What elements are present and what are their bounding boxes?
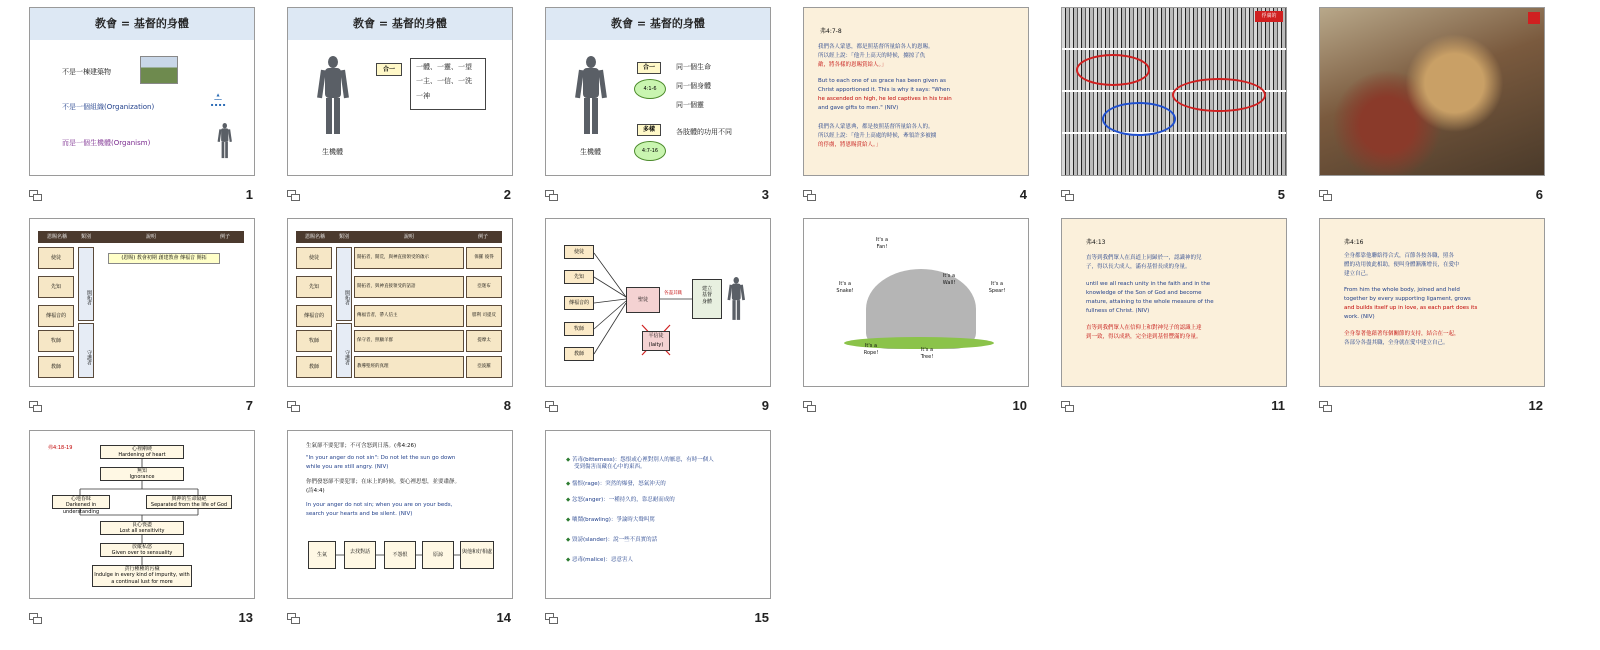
scripture-line: until we all reach unity in the faith and in the	[1086, 281, 1211, 287]
table-header: 類別	[76, 231, 96, 243]
slide-7-canvas	[29, 218, 255, 387]
strip-divider	[1062, 132, 1286, 134]
flow-step: 與神的生命隔絕 Separated from the life of God	[146, 495, 232, 509]
bullet-item: ◆ 嚷鬧(brawling)：爭論時大聲叫罵	[566, 515, 655, 523]
slide-number: 2	[503, 187, 511, 202]
table-header: 說明	[96, 231, 206, 243]
gift-box: 教師	[564, 347, 594, 361]
slide-number: 15	[754, 610, 769, 625]
slide-4-canvas	[803, 7, 1029, 176]
bullet-item: ◆ 苦毒(bitterness)：怨恨或心裡對別人的厭惡，有時一個人	[566, 455, 714, 463]
slide-5-canvas	[1061, 7, 1287, 176]
scripture-line: 你們發怒卻不要犯罪；在床上的時候，要心裡思想，並要肅靜。	[306, 479, 461, 485]
table-row: 先知	[38, 276, 74, 298]
speech-bubble: It's a Tree!	[920, 347, 934, 360]
table-row: 教師	[296, 356, 332, 378]
ref-bubble: 4:7-16	[634, 141, 666, 161]
speech-bubble: It's a Spear!	[988, 281, 1006, 294]
table-row: 傳福音的	[296, 305, 332, 327]
table-header: 恩賜名稱	[296, 231, 334, 243]
scripture-ref: 弗4:13	[1086, 239, 1106, 246]
scripture-ref: 弗4:7-8	[820, 28, 842, 35]
scripture-line: 的俘虜，將恩賜賞給人。」	[818, 142, 882, 148]
slide-number: 1	[245, 187, 253, 202]
human-body-icon	[218, 123, 232, 158]
slide-transition-icon	[287, 190, 299, 200]
speech-bubble: It's a Fan!	[875, 237, 889, 250]
slide-11-canvas	[1061, 218, 1287, 387]
scripture-line: fullness of Christ. (NIV)	[1086, 308, 1150, 314]
table-row: 牧師	[296, 330, 332, 352]
table-header: 說明	[354, 231, 464, 243]
example-cell: 腓利 司提反	[466, 305, 502, 327]
slide-transition-icon	[1061, 190, 1073, 200]
slide-15-canvas	[545, 430, 771, 599]
slide-thumbnail-10[interactable]	[803, 218, 1029, 413]
slide-thumbnail-13[interactable]	[29, 430, 255, 625]
scripture-line: knowledge of the Son of God and become	[1086, 290, 1202, 296]
saints-box: 聖徒	[626, 287, 660, 313]
step-box: 不怨恨	[384, 541, 416, 569]
category-cell: 守護者	[78, 323, 94, 378]
table-row: 使徒	[38, 247, 74, 269]
bullet-item: ◆ 惡毒(malice)：惡意害人	[566, 555, 633, 563]
step-box: 與他和好相處	[460, 541, 494, 569]
desc-cell: 保守者，照顧羊群	[354, 330, 464, 352]
scripture-line: 全身都靠他聯絡得合式，百節各按各職，照各	[1344, 253, 1455, 259]
step-box: 原諒	[422, 541, 454, 569]
speech-bubble: It's a Wall!	[942, 273, 956, 286]
slide-thumbnail-7[interactable]	[29, 218, 255, 413]
slide-transition-icon	[545, 190, 557, 200]
flow-step: 良心喪盡 Lost all sensitivity	[100, 521, 184, 535]
step-box: 去找對話	[344, 541, 376, 569]
slide-title: 教會 = 基督的身體	[546, 8, 770, 40]
gift-box: 使徒	[564, 245, 594, 259]
slide-14-canvas	[287, 430, 513, 599]
slide-number: 9	[761, 398, 769, 413]
slide-thumbnail-15[interactable]	[545, 430, 771, 625]
slide-number: 5	[1277, 187, 1285, 202]
human-body-icon	[728, 277, 745, 320]
step-arrows	[288, 431, 512, 598]
scripture-line: (詩4:4)	[306, 488, 325, 494]
tooltip-note: (恩賜) 教會初期 創建教會 傳福音 開拓	[108, 253, 220, 264]
slide-number: 12	[1528, 398, 1543, 413]
scripture-line: 生氣卻不要犯罪；不可含怒到日落。(弗4:26)	[306, 443, 417, 449]
slide-6-canvas	[1319, 7, 1545, 176]
slide-thumbnail-11[interactable]	[1061, 218, 1287, 413]
slide-transition-icon	[545, 613, 557, 623]
example-cell: 保羅 彼得	[466, 247, 502, 269]
scripture-line: he ascended on high, he led captives in his train	[818, 96, 952, 102]
table-header: 恩賜名稱	[38, 231, 76, 243]
desc-cell: 開拓者，與神直接領受的話語	[354, 276, 464, 298]
ref-bubble: 4:1-6	[634, 79, 666, 99]
slide-number: 14	[496, 610, 511, 625]
slide-transition-icon	[545, 401, 557, 411]
gift-box: 先知	[564, 270, 594, 284]
category-cell: 開拓者	[336, 247, 352, 321]
unity-line: 一主、一信、一洗	[416, 77, 472, 86]
table-header: 例子	[206, 231, 244, 243]
step-box: 生氣	[308, 541, 336, 569]
building-photo	[140, 56, 178, 84]
scripture-line: 我們各人蒙恩，都是照基督所量給各人的恩賜。	[818, 44, 934, 50]
scripture-line: 各部分各盡其職，全身就在愛中建立自己。	[1344, 340, 1449, 346]
scripture-line: 建立自己。	[1344, 271, 1372, 277]
gift-box: 牧師	[564, 322, 594, 336]
slide-line: 同一個生命	[676, 63, 711, 71]
scripture-ref: 弗4:18-19	[48, 445, 73, 451]
captive-badge: 俘虜的	[1255, 11, 1283, 22]
slide-thumbnail-4[interactable]	[803, 7, 1029, 202]
slide-transition-icon	[803, 190, 815, 200]
unity-line: 一神	[416, 91, 430, 100]
highlight-ellipse	[1172, 78, 1266, 112]
slide-thumbnail-1[interactable]	[29, 7, 255, 202]
highlight-ellipse	[1102, 102, 1176, 136]
slide-transition-icon	[287, 401, 299, 411]
slide-number: 8	[503, 398, 511, 413]
example-cell: 提摩太	[466, 330, 502, 352]
slide-thumbnail-6[interactable]	[1319, 7, 1545, 202]
scripture-line: "In your anger do not sin": Do not let the sun go down	[306, 455, 456, 461]
slide-transition-icon	[287, 613, 299, 623]
scripture-line: In your anger do not sin; when you are on your beds,	[306, 502, 453, 508]
build-line: 身體	[701, 298, 712, 305]
slide-number: 13	[238, 610, 253, 625]
slide-thumbnail-14[interactable]	[287, 430, 513, 625]
scripture-line: 子，得以長大成人，滿有基督長成的身量。	[1086, 264, 1191, 270]
table-row: 傳福音的	[38, 305, 74, 327]
bullet-continuation: 受到傷害而藏在心中的東西。	[574, 464, 646, 470]
red-badge-icon	[1528, 12, 1540, 24]
slide-thumbnail-3[interactable]	[545, 7, 771, 202]
slide-3-canvas	[545, 7, 771, 176]
slide-thumbnail-2[interactable]	[287, 7, 513, 202]
speech-bubble: It's a Rope!	[863, 343, 879, 356]
slide-number: 11	[1271, 398, 1285, 413]
category-cell: 開拓者	[78, 247, 94, 321]
slide-transition-icon	[29, 190, 41, 200]
laity-box: 平信徒 (laity)	[642, 331, 670, 351]
table-header: 例子	[464, 231, 502, 243]
scripture-line: and builds itself up in love, as each part does its	[1344, 305, 1478, 311]
flow-step: 心裡剛硬 Hardening of heart	[100, 445, 184, 459]
flow-step: 貪行種種的污穢 Indulge in every kind of impurity, with a continual lust for more	[92, 565, 192, 587]
slide-transition-icon	[29, 613, 41, 623]
slide-thumbnail-9[interactable]	[545, 218, 771, 413]
desc-cell: 教導聖經的真理	[354, 356, 464, 378]
example-cell: 亞波羅	[466, 356, 502, 378]
scripture-line: 全身靠著他藉著每個關節的支持，結合在一起，	[1344, 331, 1460, 337]
scripture-line: 到一致，得以成熟，完全達到基督豐滿的身量。	[1086, 334, 1202, 340]
scripture-line: mature, attaining to the whole measure of the	[1086, 299, 1214, 305]
build-line: 建立	[701, 286, 712, 292]
slide-number: 3	[761, 187, 769, 202]
arrow-label: 各盡其職	[664, 291, 682, 296]
table-row: 牧師	[38, 330, 74, 352]
scripture-line: 我們各人蒙恩典，都是按照基督所量給各人的。	[818, 124, 934, 130]
category-cell: 守護者	[336, 323, 352, 378]
gift-box: 傳福音的	[564, 296, 594, 310]
body-caption: 生機體	[322, 148, 343, 156]
slide-9-canvas	[545, 218, 771, 387]
slide-2-canvas	[287, 7, 513, 176]
scripture-line: But to each one of us grace has been given as	[818, 78, 946, 84]
scripture-ref: 弗4:16	[1344, 239, 1364, 246]
scripture-line: Christ apportioned it. This is why it says: "When	[818, 87, 951, 93]
scripture-line: From him the whole body, joined and held	[1344, 287, 1460, 293]
human-body-icon	[318, 56, 348, 134]
bullet-item: ◆ 忿怒(anger)：一種持久的，靠忍耐而成的	[566, 495, 675, 503]
slide-thumbnail-8[interactable]	[287, 218, 513, 413]
example-cell: 亞迦布	[466, 276, 502, 298]
unity-tag: 合一	[637, 62, 661, 74]
slide-number: 4	[1019, 187, 1027, 202]
slide-line: 不是一棟建築物	[62, 68, 111, 76]
highlight-ellipse	[1076, 54, 1150, 86]
scripture-line: together by every supporting ligament, grows	[1344, 296, 1471, 302]
slide-thumbnail-5[interactable]	[1061, 7, 1287, 202]
flow-step: 放縱私慾 Given over to sensuality	[100, 543, 184, 557]
diversity-tag: 多樣	[637, 124, 661, 136]
build-line: 基督	[701, 292, 712, 299]
scripture-line: search your hearts and be silent. (NIV)	[306, 511, 413, 517]
speech-bubble: It's a Snake!	[836, 281, 854, 294]
slide-8-canvas	[287, 218, 513, 387]
scripture-line: work. (NIV)	[1344, 314, 1375, 320]
flow-step: 心地昏昧 Darkened in understanding	[52, 495, 110, 509]
scripture-line: 所以經上說：「他升上高處的時候，牽領許多被擄	[818, 133, 937, 139]
scripture-line: while you are still angry. (NIV)	[306, 464, 389, 470]
scripture-line: 所以經上說：「他升上高天的時候，擄掠了仇	[818, 53, 926, 59]
slide-transition-icon	[1319, 190, 1331, 200]
slide-line: 而是一個生機體(Organism)	[62, 139, 151, 147]
roman-triumph-painting	[1320, 8, 1544, 175]
slide-transition-icon	[803, 401, 815, 411]
unity-tag: 合一	[376, 63, 402, 76]
bullet-item: ◆ 毀謗(slander)：說一些不真實的話	[566, 535, 657, 543]
body-caption: 生機體	[580, 148, 601, 156]
slide-number: 7	[245, 398, 253, 413]
slide-line: 同一個靈	[676, 101, 704, 109]
slide-line: 各肢體的功用不同	[676, 128, 732, 136]
slide-number: 6	[1535, 187, 1543, 202]
slide-transition-icon	[1319, 401, 1331, 411]
slide-line: 不是一個組織(Organization)	[62, 103, 155, 111]
slide-thumbnail-12[interactable]	[1319, 218, 1545, 413]
table-header: 類別	[334, 231, 354, 243]
scripture-line: and gave gifts to men." (NIV)	[818, 105, 899, 111]
unity-list-box	[410, 58, 486, 110]
slide-line: 同一個身體	[676, 82, 711, 90]
slide-13-canvas	[29, 430, 255, 599]
slide-transition-icon	[1061, 401, 1073, 411]
slide-transition-icon	[29, 401, 41, 411]
scripture-line: 直等到我們眾人在信仰上和對神兒子的認識上達	[1086, 325, 1202, 331]
table-row: 使徒	[296, 247, 332, 269]
slide-10-canvas	[803, 218, 1029, 387]
scripture-line: 體的功用彼此相助，便叫身體漸漸增長，在愛中	[1344, 262, 1460, 268]
slide-title: 教會 = 基督的身體	[288, 8, 512, 40]
human-body-icon	[576, 56, 606, 134]
scripture-line: 敵，將各樣的恩賜賞給人。」	[818, 62, 887, 68]
slide-title: 教會 = 基督的身體	[30, 8, 254, 40]
strip-divider	[1062, 48, 1286, 50]
flow-step: 無知 Ignorance	[100, 467, 184, 481]
table-row: 教師	[38, 356, 74, 378]
bullet-item: ◆ 惱恨(rage)：突然的爆發，怒氣沖天的	[566, 479, 666, 487]
slide-1-canvas	[29, 7, 255, 176]
desc-cell: 傳福音者，帶人信主	[354, 305, 464, 327]
scripture-line: 直等到我們眾人在真道上同歸於一，認識神的兒	[1086, 255, 1202, 261]
slide-12-canvas	[1319, 218, 1545, 387]
unity-line: 一體、一靈、一望	[416, 63, 472, 71]
org-chart-icon: ▲ ━━━ ▪ ▪ ▪ ▪	[210, 92, 226, 107]
slide-number: 10	[1012, 398, 1027, 413]
table-row: 先知	[296, 276, 332, 298]
desc-cell: 開拓者，開荒，與神直接領受的啟示	[354, 247, 464, 269]
build-body-box	[692, 279, 722, 319]
